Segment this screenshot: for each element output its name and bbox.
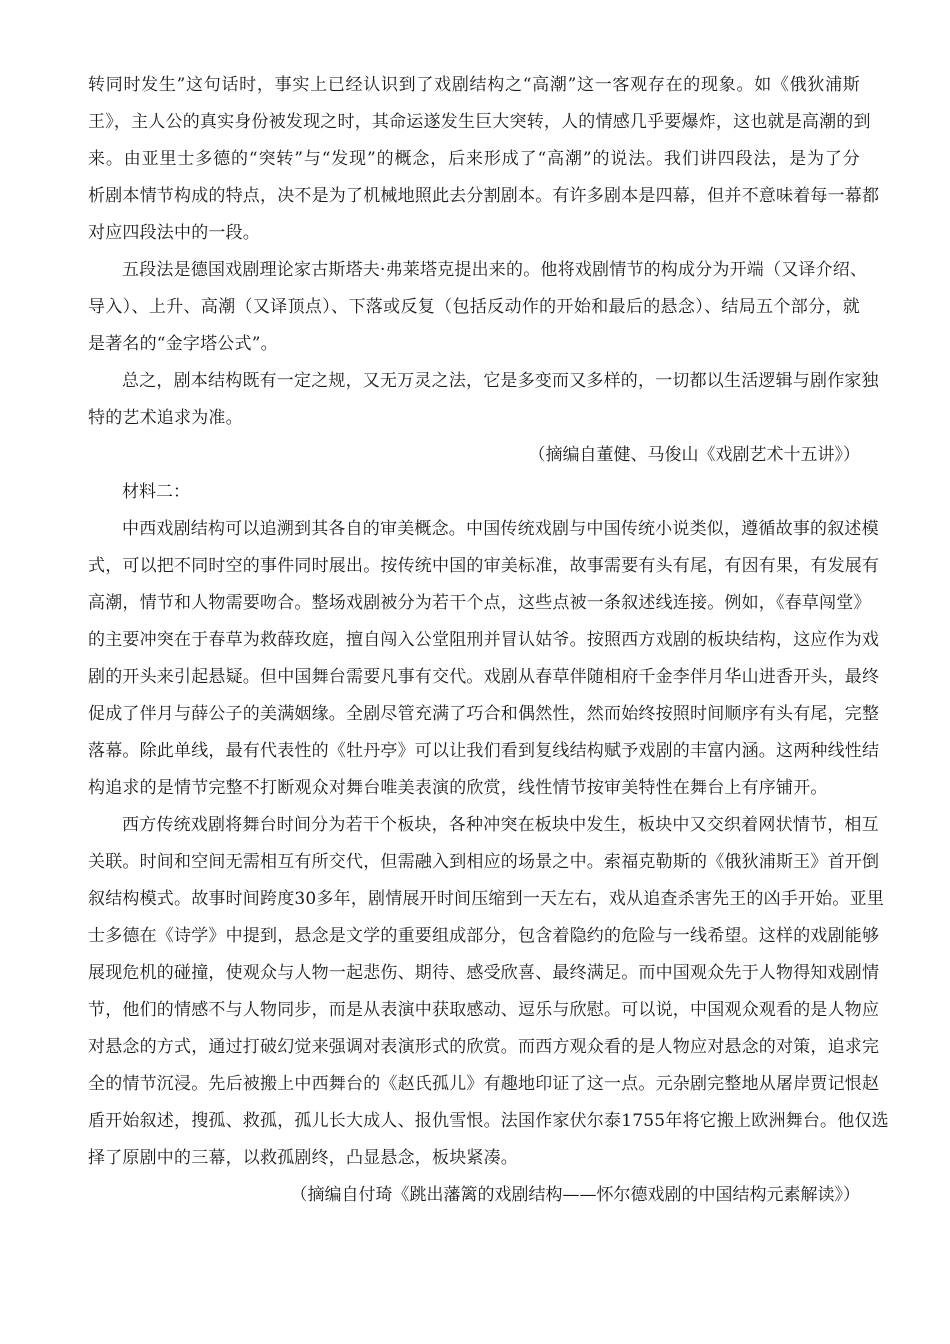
paragraph-chinese-structure <box>88 511 880 807</box>
text-line: 总之，剧本结构既有一定之规，又无万灵之法，它是多变而又多样的，一切都以生活逻辑与剧作家独 <box>122 371 879 391</box>
text-line: 促成了伴月与薛公子的美满姻缘。全剧尽管充满了巧合和偶然性，然而始终按照时间顺序有头有尾，完整 <box>88 704 880 724</box>
text-line: 中西戏剧结构可以追溯到其各自的审美概念。中国传统戏剧与中国传统小说类似，遵循故事的叙述模 <box>122 519 879 539</box>
text-line: 节，他们的情感不与人物同步，而是从表演中获取感动、逗乐与欣慰。可以说，中国观众观看的是人物应 <box>88 1000 880 1020</box>
paragraph-climax <box>88 67 880 252</box>
source-citation-1: （摘编自董健、马俊山《戏剧艺术十五讲》） <box>528 445 860 465</box>
text-line: 剧的开头来引起悬疑。但中国舞台需要凡事有交代。戏剧从春草伴随相府千金李伴月华山进香开头，最终 <box>88 667 880 687</box>
text-line: 士多德在《诗学》中提到，悬念是文学的重要组成部分，包含着隐约的危险与一线希望。这样的戏剧能够 <box>88 926 880 946</box>
text-line: 特的艺术追求为准。 <box>88 408 243 428</box>
text-line: 对应四段法中的一段。 <box>88 223 260 243</box>
document-page <box>88 67 889 1214</box>
text-line: 盾开始叙述，搜孤、救孤，孤儿长大成人、报仇雪恨。法国作家伏尔泰1755年将它搬上欧洲舞台。他仅选 <box>88 1111 889 1131</box>
text-line: 落幕。除此单线，最有代表性的《牡丹亭》可以让我们看到复线结构赋予戏剧的丰富内涵。这两种线性结 <box>88 741 880 761</box>
paragraph-western-structure <box>88 807 889 1177</box>
text-line: 构追求的是情节完整不打断观众对舞台唯美表演的欣赏，线性情节按审美特性在舞台上有序铺开。 <box>88 778 828 798</box>
text-line: 导入）、上升、高潮（又译顶点）、下落或反复（包括反动作的开始和最后的悬念）、结局五个部分，就 <box>88 297 860 317</box>
text-line: 对悬念的方式，通过打破幻觉来强调对表演形式的欣赏。而西方观众看的是人物应对悬念的对策，追求完 <box>88 1037 880 1057</box>
paragraph-five-part-method <box>88 252 868 363</box>
text-line: 叙结构模式。故事时间跨度30多年，剧情展开时间压缩到一天左右，戏从追查杀害先王的凶手开始。亚里 <box>88 889 885 909</box>
text-line: 西方传统戏剧将舞台时间分为若干个板块，各种冲突在板块中发生，板块中又交织着网状情节，相互 <box>122 815 879 835</box>
paragraph-conclusion <box>88 363 879 437</box>
text-line: 五段法是德国戏剧理论家古斯塔夫·弗莱塔克提出来的。他将戏剧情节的构成分为开端（又译介绍、 <box>122 260 868 280</box>
material-2-label: 材料二： <box>122 482 190 502</box>
text-line: 来。由亚里士多德的“突转”与“发现”的概念，后来形成了“高潮”的说法。我们讲四段法，是为了分 <box>88 149 860 169</box>
text-line: 转同时发生”这句话时，事实上已经认识到了戏剧结构之“高潮”这一客观存在的现象。如《俄狄浦斯 <box>88 75 860 95</box>
text-line: 全的情节沉浸。先后被搬上中西舞台的《赵氏孤儿》有趣地印证了这一点。元杂剧完整地从屠岸贾记恨赵 <box>88 1074 880 1094</box>
source-citation-2: （摘编自付琦《跳出藩篱的戏剧结构——怀尔德戏剧的中国结构元素解读》） <box>290 1185 860 1205</box>
text-line: 王》，主人公的真实身份被发现之时，其命运遂发生巨大突转，人的情感几乎要爆炸，这也就是高潮的到 <box>88 112 871 132</box>
text-line: 择了原剧中的三幕，以救孤剧终，凸显悬念，板块紧凑。 <box>88 1148 518 1168</box>
text-line: 析剧本情节构成的特点，决不是为了机械地照此去分割剧本。有许多剧本是四幕，但并不意味着每一幕都 <box>88 186 880 206</box>
text-line: 的主要冲突在于春草为救薛玫庭，擅自闯入公堂阻刑并冒认姑爷。按照西方戏剧的板块结构，这应作为戏 <box>88 630 880 650</box>
text-line: 式，可以把不同时空的事件同时展出。按传统中国的审美标准，故事需要有头有尾，有因有果，有发展有 <box>88 556 880 576</box>
text-line: 高潮，情节和人物需要吻合。整场戏剧被分为若干个点，这些点被一条叙述线连接。例如，《春草闯堂》 <box>88 593 871 613</box>
text-line: 关联。时间和空间无需相互有所交代，但需融入到相应的场景之中。索福克勒斯的《俄狄浦斯王》首开倒 <box>88 852 880 872</box>
text-line: 是著名的“金字塔公式”。 <box>88 334 278 354</box>
text-line: 展现危机的碰撞，使观众与人物一起悲伤、期待、感受欣喜、最终满足。而中国观众先于人物得知戏剧情 <box>88 963 880 983</box>
